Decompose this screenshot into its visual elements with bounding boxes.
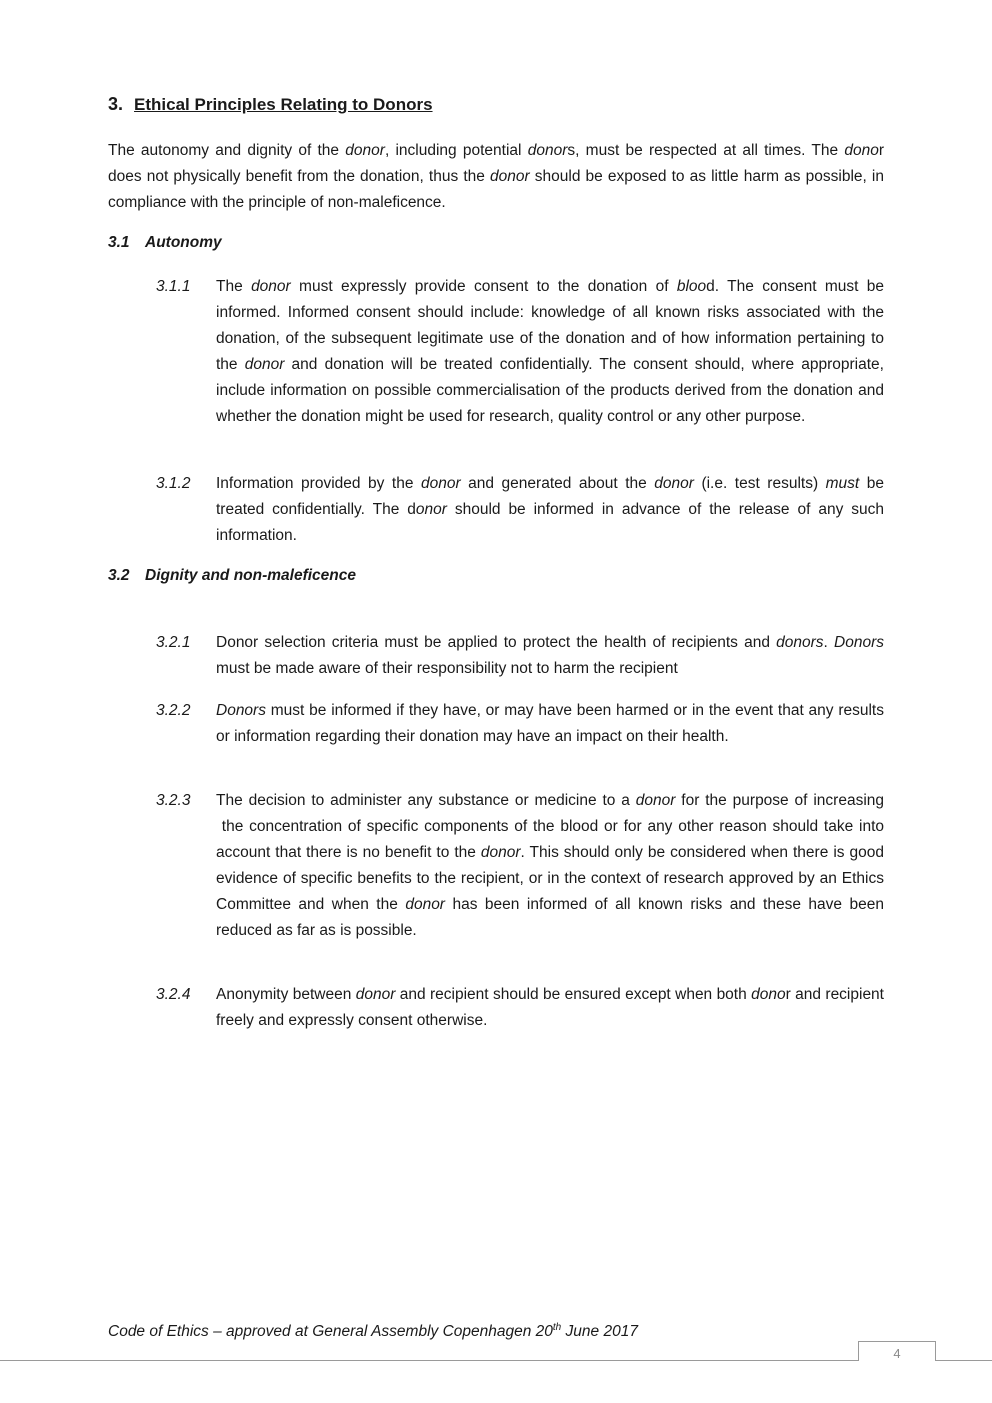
subsection-title: Autonomy: [145, 234, 222, 251]
clause-text: Donor selection criteria must be applied to protect the health of recipients and donors. Donors must be made aware of their responsibility not to harm the recipient: [216, 634, 884, 677]
clause-number: 3.1.2: [156, 475, 191, 492]
subsection-number: 3.1: [108, 234, 130, 251]
clause-3-2-4: [156, 982, 884, 1034]
footer-text: Code of Ethics – approved at General Assembly Copenhagen 20: [108, 1323, 553, 1341]
clause-3-2-2: [156, 698, 884, 750]
section-heading: [108, 94, 433, 115]
clause-3-2-1: [156, 630, 884, 682]
footer-rule-right: [936, 1360, 992, 1361]
clause-text: Information provided by the donor and generated about the donor (i.e. test results) must be treated confidentially. The donor should be informed in advance of the release of any such information.: [216, 475, 884, 544]
footer-date-tail: June 2017: [561, 1323, 638, 1341]
footer-superscript: th: [552, 1322, 562, 1333]
clause-text: Anonymity between donor and recipient should be ensured except when both donor and recipient freely and expressly consent otherwise.: [216, 986, 884, 1029]
clause-number: 3.1.1: [156, 278, 191, 295]
subsection-heading-autonomy: [108, 234, 222, 252]
subsection-number: 3.2: [108, 567, 130, 584]
section-number: 3.: [108, 94, 124, 114]
subsection-title: Dignity and non-maleficence: [145, 567, 357, 584]
clause-3-1-2: [156, 471, 884, 549]
page-footer: [108, 1322, 638, 1341]
section-intro: The autonomy and dignity of the donor, including potential donors, must be respected at all times. The donor does not physically benefit from the donation, thus the donor should be exposed to as little harm as possible, in compliance with the principle of non-maleficence.: [108, 142, 884, 211]
clause-3-2-3: [156, 788, 884, 944]
clause-text: The donor must expressly provide consent to the donation of blood. The consent must be informed. Informed consent should include: knowledge of all known risks associated with the donation, of the subsequent legitimate use of the donation and of how information pertaining to the donor and donation will be treated confidentially. The consent should, where appropriate, include information on possible commercialisation of the products derived from the donation and whether the donation might be used for research, quality control or any other purpose.: [216, 278, 885, 425]
page-number: 4: [893, 1346, 901, 1361]
clause-number: 3.2.4: [156, 986, 191, 1003]
clause-number: 3.2.2: [156, 702, 191, 719]
clause-3-1-1: [156, 274, 884, 430]
clause-number: 3.2.3: [156, 792, 191, 809]
clause-number: 3.2.1: [156, 634, 191, 651]
clause-text: Donors must be informed if they have, or may have been harmed or in the event that any results or information regarding their donation may have an impact on their health.: [216, 702, 884, 745]
clause-text: The decision to administer any substance or medicine to a donor for the purpose of increasing the concentration of specific components of the blood or for any other reason should take into account that there is no benefit to the donor. This should only be considered when there is good evidence of specific benefits to the recipient, or in the context of research approved by an Ethics Committee and when the donor has been informed of all known risks and these have been reduced as far as is possible.: [216, 792, 884, 939]
subsection-heading-dignity: [108, 567, 356, 585]
section-title: Ethical Principles Relating to Donors: [134, 95, 433, 114]
footer-rule-left: [0, 1360, 858, 1361]
